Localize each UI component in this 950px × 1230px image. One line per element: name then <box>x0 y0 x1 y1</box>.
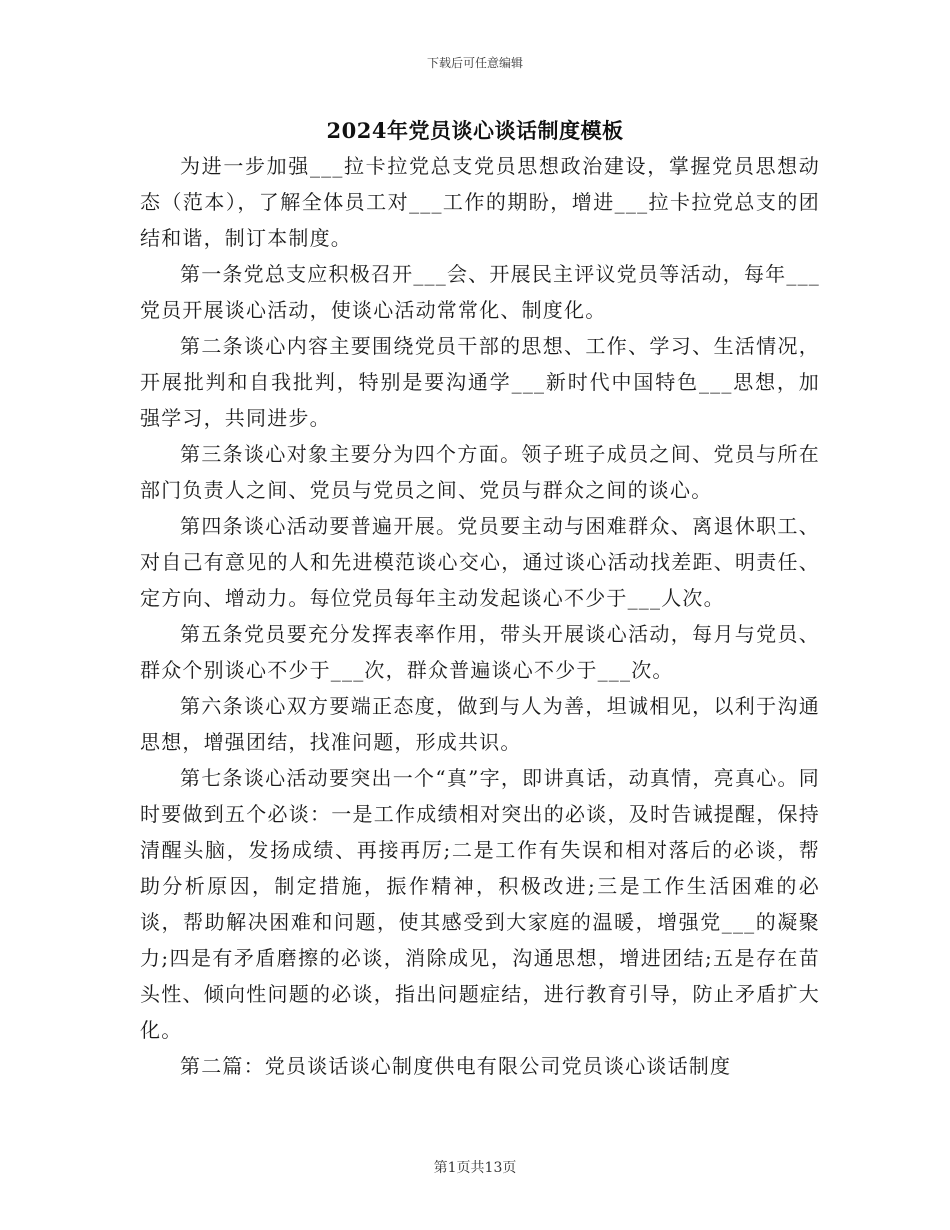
document-body <box>140 148 820 1084</box>
page-footer-page-number: 第1页共13页 <box>433 1160 517 1176</box>
paragraph-part-2-heading: 第二篇：党员谈话谈心制度供电有限公司党员谈心谈话制度 <box>180 1054 732 1078</box>
paragraph-article-7: 第七条谈心活动要突出一个“真”字，即讲真话，动真情，亮真心。同时要做到五个必谈：一是工作成绩相对突出的必谈，及时告诫提醒，保持清醒头脑，发扬成绩、再接再厉;二是工作有失误和相对落后的必谈，帮助分析原因，制定措施，振作精神，积极改进;三是工作生活困难的必谈，帮助解决困难和问题，使其感受到大家庭的温暖，增强党___的凝聚力;四是有矛盾磨擦的必谈，消除成见，沟通思想，增进团结;五是存在苗头性、倾向性问题的必谈，指出问题症结，进行教育引导，防止矛盾扩大化。 <box>140 766 820 1042</box>
paragraph-article-1: 第一条党总支应积极召开___会、开展民主评议党员等活动，每年___党员开展谈心活动，使谈心活动常常化、制度化。 <box>140 262 820 322</box>
document-title: 2024年党员谈心谈话制度模板 <box>326 118 624 143</box>
paragraph-article-6: 第六条谈心双方要端正态度，做到与人为善，坦诚相见，以利于沟通思想，增强团结，找准问题，形成共识。 <box>140 694 820 754</box>
paragraph-article-2: 第二条谈心内容主要围绕党员干部的思想、工作、学习、生活情况，开展批判和自我批判，特别是要沟通学___新时代中国特色___思想，加强学习，共同进步。 <box>140 334 820 430</box>
page-header-note: 下载后可任意编辑 <box>426 56 523 70</box>
paragraph-article-3: 第三条谈心对象主要分为四个方面。领子班子成员之间、党员与所在部门负责人之间、党员与党员之间、党员与群众之间的谈心。 <box>140 442 820 502</box>
paragraph-intro: 为进一步加强___拉卡拉党总支党员思想政治建设，掌握党员思想动态（范本），了解全体员工对___工作的期盼，增进___拉卡拉党总支的团结和谐，制订本制度。 <box>140 154 820 250</box>
paragraph-article-4: 第四条谈心活动要普遍开展。党员要主动与困难群众、离退休职工、对自己有意见的人和先进模范谈心交心，通过谈心活动找差距、明责任、定方向、增动力。每位党员每年主动发起谈心不少于___人次。 <box>140 514 820 610</box>
paragraph-article-5: 第五条党员要充分发挥表率作用，带头开展谈心活动，每月与党员、群众个别谈心不少于___次，群众普遍谈心不少于___次。 <box>140 622 820 682</box>
